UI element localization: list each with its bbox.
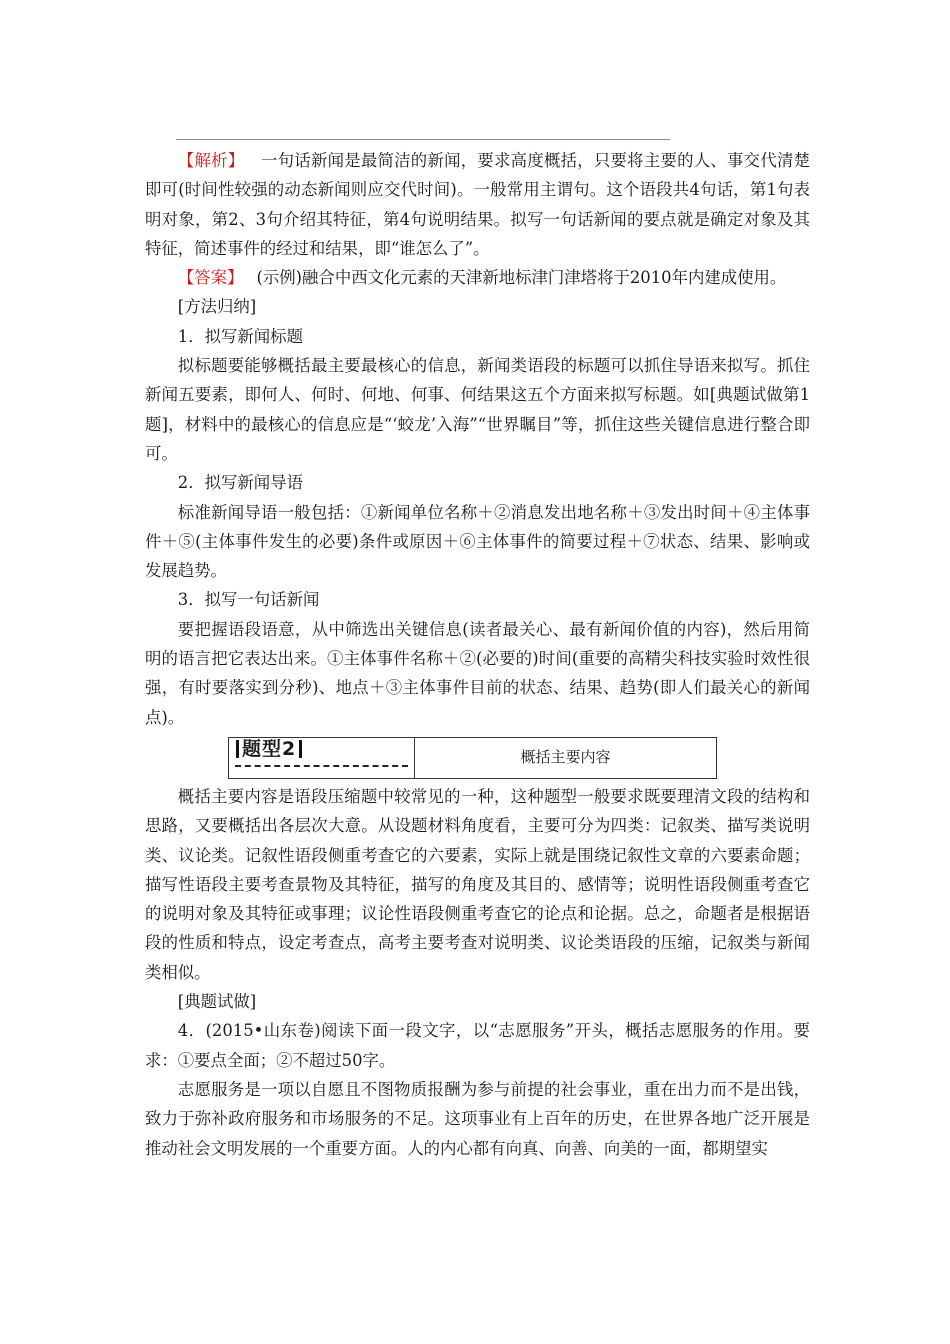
method-1-text: 拟标题要能够概括最主要最核心的信息，新闻类语段的标题可以抓住导语来拟写。抓住新闻五要素，即何人、何时、何地、何事、何结果这五个方面来拟写标题。如[典题试做第1题]，材料中的最核心的信息应是“‘蛟龙’入海”“世界瞩目”等，抓住这些关键信息进行整合即可。: [145, 356, 810, 463]
answer-tag: 【答案】: [177, 268, 244, 288]
summary-paragraph: 概括主要内容是语段压缩题中较常见的一种，这种题型一般要求既要理清文段的结构和思路，又要概括出各层次大意。从设题材料角度看，主要可分为四类：记叙类、描写类说明类、议论类。记叙性语段侧重考查它的六要素，实际上就是围绕记叙性文章的六要素命题；描写性语段主要考查景物及其特征，描写的角度及其目的、感情等；说明性语段侧重考查它的说明对象及其特征或事理；议论性语段侧重考查它的论点和论据。总之，命题者是根据语段的性质和特点，设定考查点，高考主要考查对说明类、议论类语段的压缩，记叙类与新闻类相似。: [145, 786, 810, 982]
answer-paragraph: [145, 263, 810, 292]
document-body: [145, 146, 810, 1163]
question-type-title: 概括主要内容: [520, 748, 611, 767]
question-type-label: 题型2: [233, 738, 305, 760]
analysis-text: 一句话新闻是最简洁的新闻，要求高度概括，只要将主要的人、事交代清楚即可(时间性较强的动态新闻则应交代时间)。一般常用主谓句。这个语段共4句话，第1句表明对象，第2、3句介绍其特征，第4句说明结果。拟写一句话新闻的要点就是确定对象及其特征，简述事件的经过和结果，即“谁怎么了”。: [145, 151, 811, 258]
method-heading: [方法归纳]: [177, 297, 257, 317]
analysis-paragraph: [145, 146, 810, 263]
dashed-underline: [235, 765, 408, 767]
question-type-label-cell: [229, 738, 415, 778]
passage-paragraph: 志愿服务是一项以自愿且不图物质报酬为参与前提的社会事业，重在出力而不是出钱，致力于弥补政府服务和市场服务的不足。这项事业有上百年的历史，在世界各地广泛开展是推动社会文明发展的一个重要方面。人的内心都有向真、向善、向美的一面，都期望实: [145, 1079, 810, 1158]
answer-text: (示例)融合中西文化元素的天津新地标津门津塔将于2010年内建成使用。: [256, 268, 787, 288]
method-2-title: 2．拟写新闻导语: [177, 473, 303, 493]
question-type-box: [228, 737, 717, 779]
method-3-title: 3．拟写一句话新闻: [177, 590, 320, 610]
method-2-text: 标准新闻导语一般包括：①新闻单位名称＋②消息发出地名称＋③发出时间＋④主体事件＋⑤(主体事件发生的必要)条件或原因＋⑥主体事件的简要过程＋⑦状态、结果、影响或发展趋势。: [145, 502, 810, 581]
practice-heading: [典题试做]: [177, 992, 257, 1012]
header-rule: [176, 139, 670, 140]
question-4: 4．(2015•山东卷)阅读下面一段文字，以“志愿服务”开头，概括志愿服务的作用。要求：①要点全面；②不超过50字。: [145, 1021, 810, 1070]
method-1-title: 1．拟写新闻标题: [177, 326, 303, 346]
analysis-tag: 【解析】: [177, 151, 245, 170]
method-3-text: 要把握语段语意，从中筛选出关键信息(读者最关心、最有新闻价值的内容)，然后用简明的语言把它表达出来。①主体事件名称＋②(必要的)时间(重要的高精尖科技实验时效性很强，有时要落实到分秒)、地点＋③主体事件目前的状态、结果、趋势(即人们最关心的新闻点)。: [145, 619, 810, 727]
